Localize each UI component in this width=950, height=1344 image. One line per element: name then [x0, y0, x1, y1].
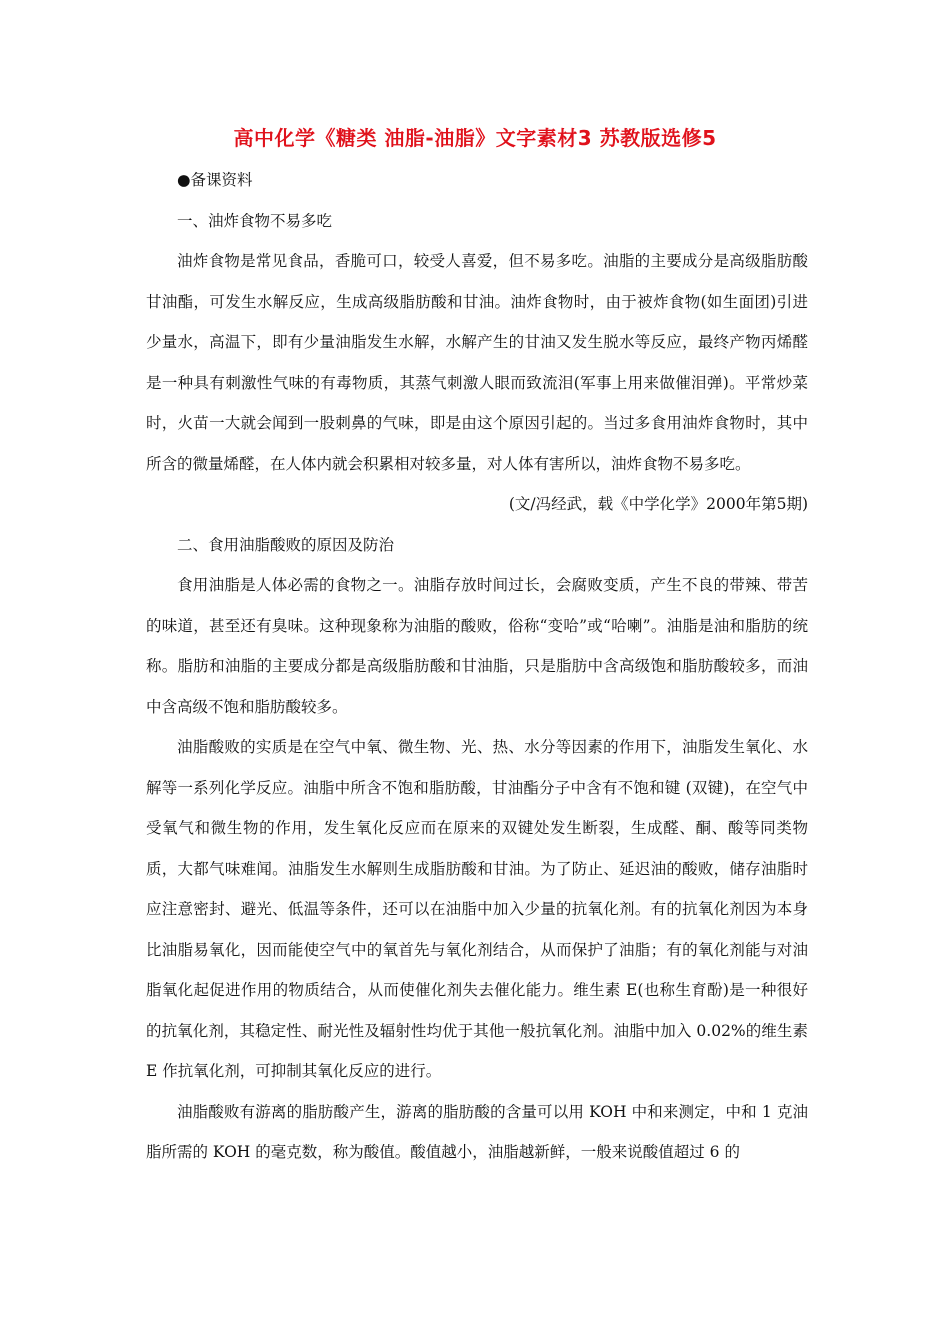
section-1-heading: 一、油炸食物不易多吃	[177, 211, 333, 230]
document-body	[146, 160, 808, 1173]
section-2-paragraph-2: 油脂酸败的实质是在空气中氧、微生物、光、热、水分等因素的作用下，油脂发生氧化、水解等一系列化学反应。油脂中所含不饱和脂肪酸，甘油酯分子中含有不饱和键 (双键)，在空气中受氧气和微生物的作用，发生氧化反应而在原来的双键处发生断裂，生成醛、酮、酸等同类物质，大都气味难闻。油脂发生水解则生成脂肪酸和甘油。为了防止、延迟油的酸败，储存油脂时应注意密封、避光、低温等条件，还可以在油脂中加入少量的抗氧化剂。有的抗氧化剂因为本身比油脂易氧化，因而能使空气中的氧首先与氧化剂结合，从而保护了油脂；有的氧化剂能与对油脂氧化起促进作用的物质结合，从而使催化剂失去催化能力。维生素 E(也称生育酚)是一种很好的抗氧化剂，其稳定性、耐光性及辐射性均优于其他一般抗氧化剂。油脂中加入 0.02%的维生素 E 作抗氧化剂，可抑制其氧化反应的进行。	[146, 738, 808, 1080]
section-2-paragraph-1: 食用油脂是人体必需的食物之一。油脂存放时间过长，会腐败变质，产生不良的带辣、带苦的味道，甚至还有臭味。这种现象称为油脂的酸败，俗称“变哈”或“哈喇”。油脂是油和脂肪的统称。脂肪和油脂的主要成分都是高级脂肪酸和甘油脂，只是脂肪中含高级饱和脂肪酸较多，而油中含高级不饱和脂肪酸较多。	[146, 576, 808, 716]
section-1-paragraph: 油炸食物是常见食品，香脆可口，较受人喜爱，但不易多吃。油脂的主要成分是高级脂肪酸甘油酯，可发生水解反应，生成高级脂肪酸和甘油。油炸食物时，由于被炸食物(如生面团)引进少量水，高温下，即有少量油脂发生水解，水解产生的甘油又发生脱水等反应，最终产物丙烯醛是一种具有刺激性气味的有毒物质，其蒸气刺激人眼而致流泪(军事上用来做催泪弹)。平常炒菜时，火苗一大就会闻到一股刺鼻的气味，即是由这个原因引起的。当过多食用油炸食物时，其中所含的微量烯醛，在人体内就会积累相对较多量，对人体有害所以，油炸食物不易多吃。	[146, 252, 808, 473]
section-2-heading: 二、食用油脂酸败的原因及防治	[177, 535, 395, 554]
section-1-source: (文/冯经武，载《中学化学》2000年第5期)	[508, 495, 808, 513]
prep-label: ●备课资料	[177, 171, 253, 189]
section-2-paragraph-3: 油脂酸败有游离的脂肪酸产生，游离的脂肪酸的含量可以用 KOH 中和来测定，中和 1 克油脂所需的 KOH 的毫克数，称为酸值。酸值越小，油脂越新鲜，一般来说酸值超过 6 的	[146, 1102, 808, 1161]
document-title: 高中化学《糖类 油脂-油脂》文字素材3 苏教版选修5	[233, 126, 717, 150]
